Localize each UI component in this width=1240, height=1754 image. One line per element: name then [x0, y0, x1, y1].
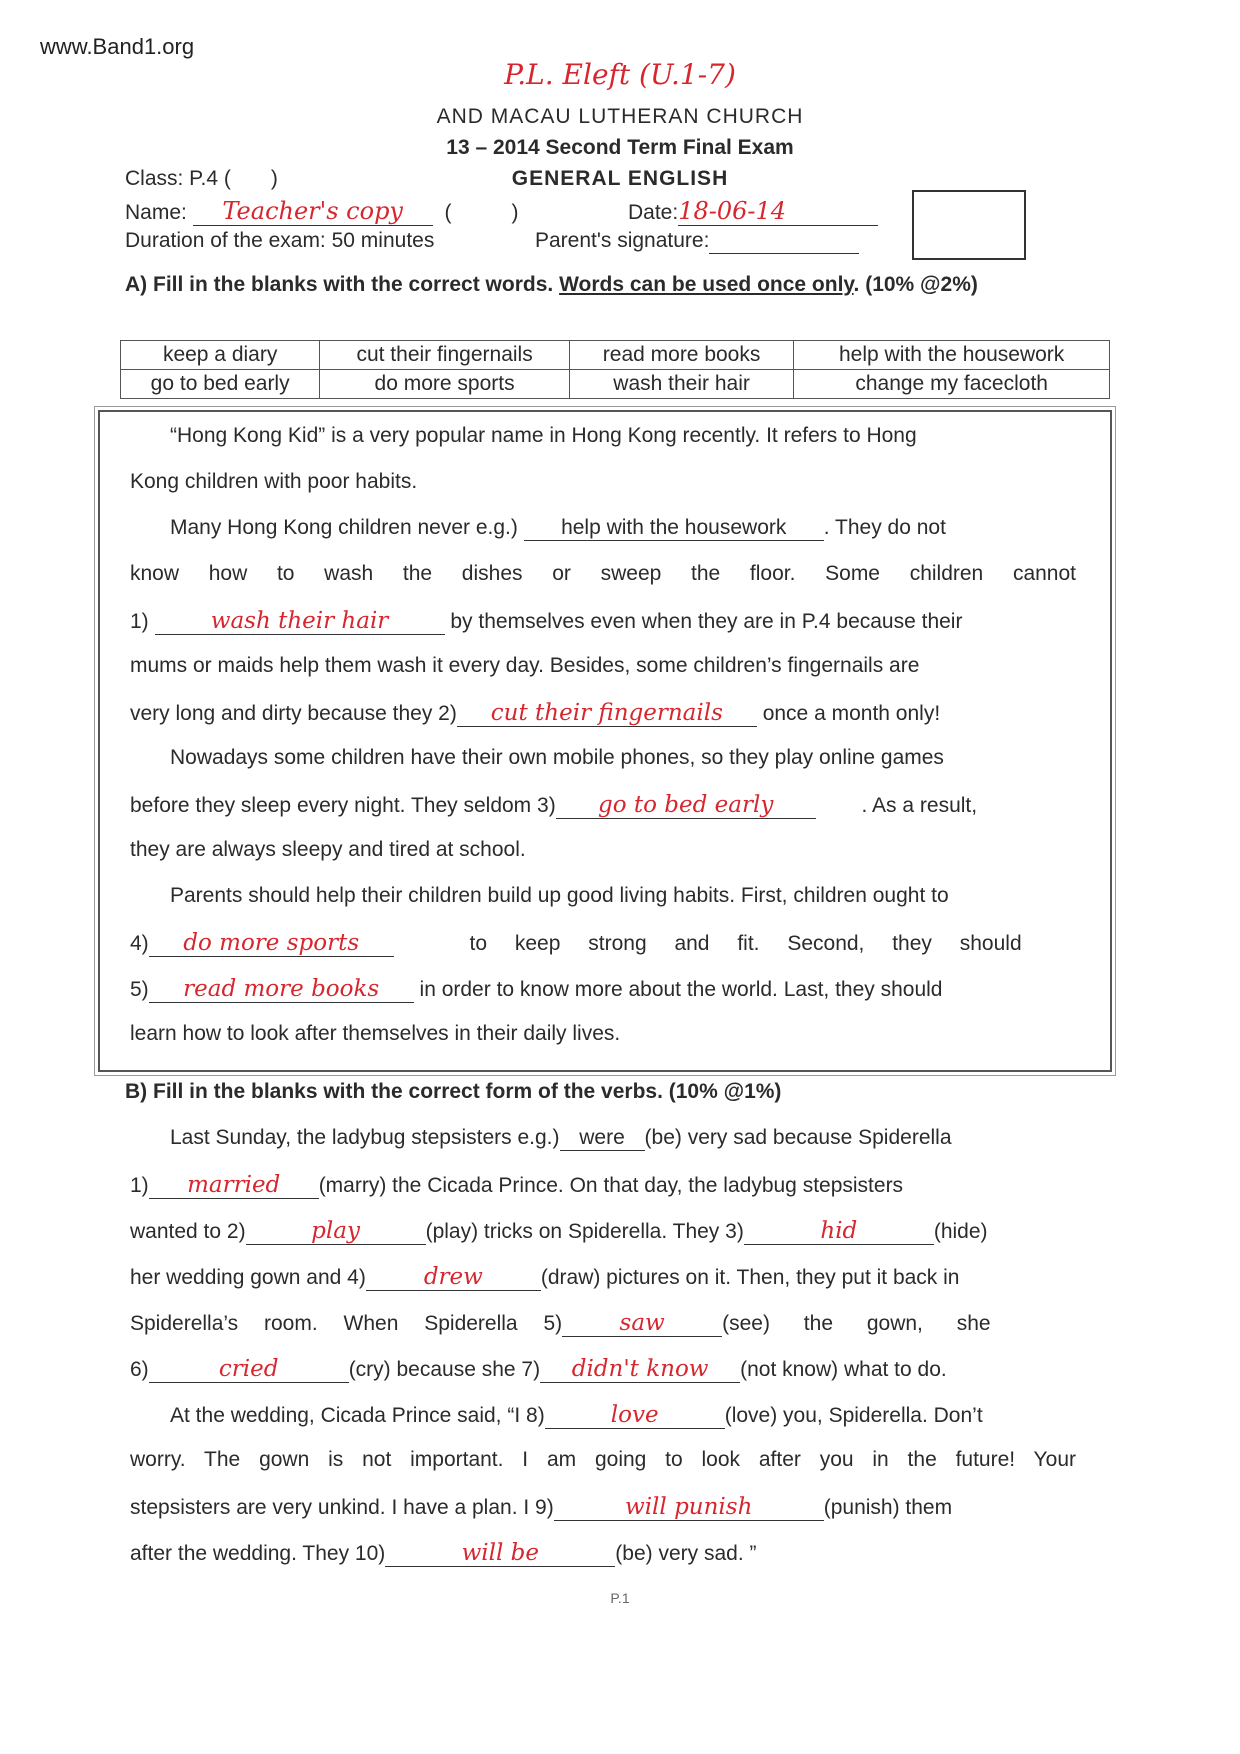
- score-box: [912, 190, 1026, 260]
- date-value: 18-06-14: [678, 197, 787, 225]
- subject-title: GENERAL ENGLISH: [511, 167, 729, 190]
- passage-line: 5) read more books in order to know more about the world. Last, they should: [130, 976, 943, 1002]
- passage-line: mums or maids help them wash it every day. Besides, some children’s fingernails are: [130, 654, 920, 677]
- name-value: Teacher's copy: [222, 197, 403, 225]
- verb-line: worry. The gown is not important. I am going to look after you in the future! Your: [130, 1448, 1076, 1471]
- section-b-title: B) Fill in the blanks with the correct form of the verbs. (10% @1%): [125, 1080, 782, 1103]
- answer-4: do more sports: [183, 930, 360, 956]
- name-field: Name: Teacher's copy ( ): [125, 197, 519, 225]
- verb-answer-7: didn't know: [571, 1356, 709, 1382]
- passage-line: Many Hong Kong children never e.g.) help with the housework . They do not: [170, 516, 946, 539]
- passage-line: Kong children with poor habits.: [130, 470, 418, 493]
- word-box: [120, 340, 1110, 399]
- word-option: cut their fingernails: [320, 341, 570, 370]
- passage-line: know how to wash the dishes or sweep the floor. Some children cannot: [130, 562, 1076, 585]
- parent-signature-field: Parent's signature:: [535, 229, 859, 254]
- school-name: AND MACAU LUTHERAN CHURCH: [436, 105, 804, 128]
- date-field: Date:18-06-14: [628, 197, 878, 226]
- verb-line: her wedding gown and 4) drew (draw) pictures on it. Then, they put it back in: [130, 1264, 960, 1290]
- passage-line: Nowadays some children have their own mobile phones, so they play online games: [170, 746, 944, 769]
- word-option: do more sports: [320, 370, 570, 399]
- verb-line: wanted to 2) play (play) tricks on Spiderella. They 3) hid (hide): [130, 1218, 988, 1244]
- verb-line: Spiderella’s room. When Spiderella 5) saw (see) the gown, she: [130, 1310, 991, 1336]
- passage-line: 1) wash their hair by themselves even when they are in P.4 because their: [130, 608, 963, 634]
- example-answer: help with the housework: [561, 516, 787, 539]
- verb-answer-10: will be: [461, 1540, 539, 1566]
- verb-line: 6) cried (cry) because she 7) didn't know (not know) what to do.: [130, 1356, 947, 1382]
- word-box-row: [121, 341, 1110, 370]
- class-field: Class: P.4 ( ): [125, 167, 278, 190]
- passage-line: 4) do more sports to keep strong and fit. Second, they should: [130, 930, 1022, 956]
- verb-line: after the wedding. They 10) will be (be) very sad. ”: [130, 1540, 757, 1566]
- passage-line: Parents should help their children build up good living habits. First, children ought to: [170, 884, 949, 907]
- verb-line: 1) married (marry) the Cicada Prince. On that day, the ladybug stepsisters: [130, 1172, 904, 1198]
- passage-line: they are always sleepy and tired at school.: [130, 838, 526, 861]
- word-option: keep a diary: [121, 341, 320, 370]
- handwritten-header-note: P.L. Eleft (U.1-7): [504, 58, 736, 91]
- section-a-title: A) Fill in the blanks with the correct words. Words can be used once only. (10% @2%): [125, 273, 978, 296]
- answer-1: wash their hair: [210, 608, 389, 634]
- word-option: help with the housework: [794, 341, 1110, 370]
- answer-3: go to bed early: [598, 792, 774, 818]
- passage-box: [98, 410, 1112, 1072]
- passage-line: before they sleep every night. They seldom 3) go to bed early . As a result,: [130, 792, 978, 818]
- verb-line: Last Sunday, the ladybug stepsisters e.g.) were (be) very sad because Spiderella: [170, 1126, 952, 1149]
- passage-line: very long and dirty because they 2) cut their fingernails once a month only!: [130, 700, 941, 726]
- verb-line: stepsisters are very unkind. I have a plan. I 9) will punish (punish) them: [130, 1494, 953, 1520]
- word-option: read more books: [569, 341, 793, 370]
- verb-answer-1: married: [187, 1172, 281, 1198]
- duration: Duration of the exam: 50 minutes: [125, 229, 435, 252]
- site-watermark: www.Band1.org: [40, 34, 195, 59]
- verb-answer-3: hid: [820, 1218, 858, 1244]
- word-option: change my facecloth: [794, 370, 1110, 399]
- answer-5: read more books: [183, 976, 380, 1002]
- verb-example: were: [579, 1126, 625, 1149]
- answer-2: cut their fingernails: [490, 700, 723, 726]
- verb-answer-8: love: [610, 1402, 659, 1428]
- passage-line: “Hong Kong Kid” is a very popular name in Hong Kong recently. It refers to Hong: [170, 424, 917, 447]
- verb-line: At the wedding, Cicada Prince said, “I 8) love (love) you, Spiderella. Don’t: [170, 1402, 983, 1428]
- exam-title: 13 – 2014 Second Term Final Exam: [446, 136, 794, 159]
- verb-answer-5: saw: [619, 1310, 665, 1336]
- word-box-row: [121, 370, 1110, 399]
- page-number: P.1: [610, 1590, 630, 1606]
- word-option: go to bed early: [121, 370, 320, 399]
- verb-answer-4: drew: [423, 1264, 483, 1290]
- verb-answer-9: will punish: [625, 1494, 753, 1520]
- passage-line: learn how to look after themselves in their daily lives.: [130, 1022, 621, 1045]
- verb-answer-2: play: [311, 1218, 360, 1244]
- verb-answer-6: cried: [218, 1356, 279, 1382]
- word-option: wash their hair: [569, 370, 793, 399]
